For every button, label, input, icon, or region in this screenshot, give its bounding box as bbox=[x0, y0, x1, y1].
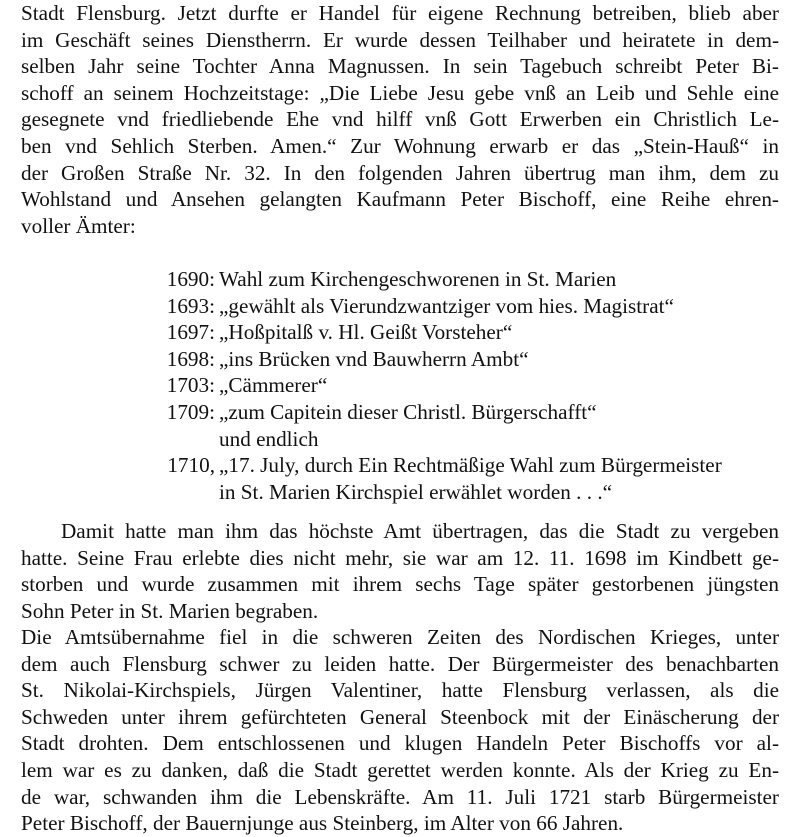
office-text-line: und endlich bbox=[219, 426, 319, 451]
office-entry bbox=[155, 319, 795, 346]
office-year: 1710, bbox=[167, 453, 215, 478]
office-text bbox=[215, 399, 597, 452]
office-text bbox=[215, 293, 674, 320]
office-text bbox=[215, 266, 616, 293]
office-entry bbox=[155, 293, 795, 320]
text-line: dem auch Flensburg schwer zu leiden hatte. Der Bürgermeister des benachbarten bbox=[21, 651, 779, 676]
text-line: voller Ämter: bbox=[21, 213, 136, 238]
office-text bbox=[215, 372, 327, 399]
office-year: 1697: bbox=[166, 320, 215, 345]
office-text bbox=[215, 319, 512, 346]
office-year: 1703: bbox=[166, 373, 215, 398]
office-text-line: in St. Marien Kirchspiel erwählet worden . . .“ bbox=[219, 479, 613, 504]
office-text-line: Wahl zum Kirchengeschworenen in St. Marien bbox=[219, 267, 617, 291]
office-year: 1698: bbox=[166, 346, 215, 371]
text-line: storben und wurde zusammen mit ihrem sechs Tage später gestorbenen jüngsten bbox=[21, 572, 779, 597]
office-entry bbox=[155, 399, 795, 452]
text-line: im Geschäft seines Dienstherrn. Er wurde dessen Teilhaber und heiratete in dem- bbox=[21, 27, 779, 52]
text-line: de war, schwanden ihm die Lebenskräfte. Am 11. Juli 1721 starb Bürgermeister bbox=[21, 784, 779, 809]
office-year: 1693: bbox=[166, 293, 215, 318]
office-entry bbox=[155, 346, 795, 373]
office-text bbox=[215, 452, 722, 505]
paragraph-nordic-war bbox=[21, 624, 779, 837]
text-line: Damit hatte man ihm das höchste Amt übertragen, das die Stadt zu vergeben bbox=[61, 519, 779, 543]
office-text-line: „17. July, durch Ein Rechtmäßige Wahl zum Bürgermeister bbox=[219, 453, 722, 478]
office-text-line: „Cämmerer“ bbox=[219, 373, 328, 398]
text-line: lem war es zu danken, daß die Stadt gerettet werden konnte. Als der Krieg zu En- bbox=[21, 757, 779, 782]
offices-list bbox=[155, 266, 795, 505]
text-line: der Großen Straße Nr. 32. In den folgenden Jahren übertrug man ihm, dem zu bbox=[21, 160, 779, 185]
text-line: selben Jahr seine Tochter Anna Magnussen. In sein Tagebuch schreibt Peter Bi- bbox=[21, 54, 779, 79]
office-entry bbox=[155, 266, 795, 293]
office-entry bbox=[155, 372, 795, 399]
office-year: 1690: bbox=[166, 267, 215, 291]
office-text bbox=[215, 346, 529, 373]
office-entry bbox=[155, 452, 795, 505]
text-line: Sohn Peter in St. Marien begraben. bbox=[21, 598, 319, 623]
text-line: Stadt Flensburg. Jetzt durfte er Handel für eigene Rechnung betreiben, blieb aber bbox=[21, 1, 779, 25]
text-line: Stadt drohten. Dem entschlossenen und klugen Handeln Peter Bischoffs vor al- bbox=[21, 731, 779, 756]
text-line: Peter Bischoff, der Bauernjunge aus Steinberg, im Alter von 66 Jahren. bbox=[21, 811, 624, 836]
text-line: Die Amtsübernahme fiel in die schweren Zeiten des Nordischen Krieges, unter bbox=[21, 625, 779, 649]
text-line: Wohlstand und Ansehen gelangten Kaufmann Peter Bischoff, eine Reihe ehren- bbox=[21, 187, 779, 212]
text-line: schoff an seinem Hochzeitstage: „Die Liebe Jesu gebe vnß an Leib und Sehle eine bbox=[21, 80, 779, 105]
office-text-line: „Hoßpitalß v. Hl. Geißt Vorsteher“ bbox=[219, 320, 513, 345]
text-line: St. Nikolai-Kirchspiels, Jürgen Valentiner, hatte Flensburg verlassen, als die bbox=[21, 678, 779, 703]
office-text-line: „gewählt als Vierundzwantziger vom hies. Magistrat“ bbox=[219, 293, 674, 318]
text-line: gesegnete vnd friedliebende Ehe vnd hilff vnß Gott Erwerben ein Christlich Le- bbox=[21, 107, 779, 132]
intro-paragraph bbox=[21, 0, 779, 239]
office-text-line: „ins Brücken vnd Bauwherrn Ambt“ bbox=[219, 346, 529, 371]
office-text-line: „zum Capitein dieser Christl. Bürgerschafft“ bbox=[219, 399, 597, 424]
text-line: Schweden unter ihrem gefürchteten General Steenbock mit der Einäscherung der bbox=[21, 704, 779, 729]
text-line: hatte. Seine Frau erlebte dies nicht mehr, sie war am 12. 11. 1698 im Kindbett ge- bbox=[21, 545, 779, 570]
text-line: ben vnd Sehlich Sterben. Amen.“ Zur Wohnung erwarb er das „Stein-Hauß“ in bbox=[21, 133, 779, 158]
office-year: 1709: bbox=[166, 399, 215, 424]
paragraph-highest-office bbox=[21, 518, 779, 624]
